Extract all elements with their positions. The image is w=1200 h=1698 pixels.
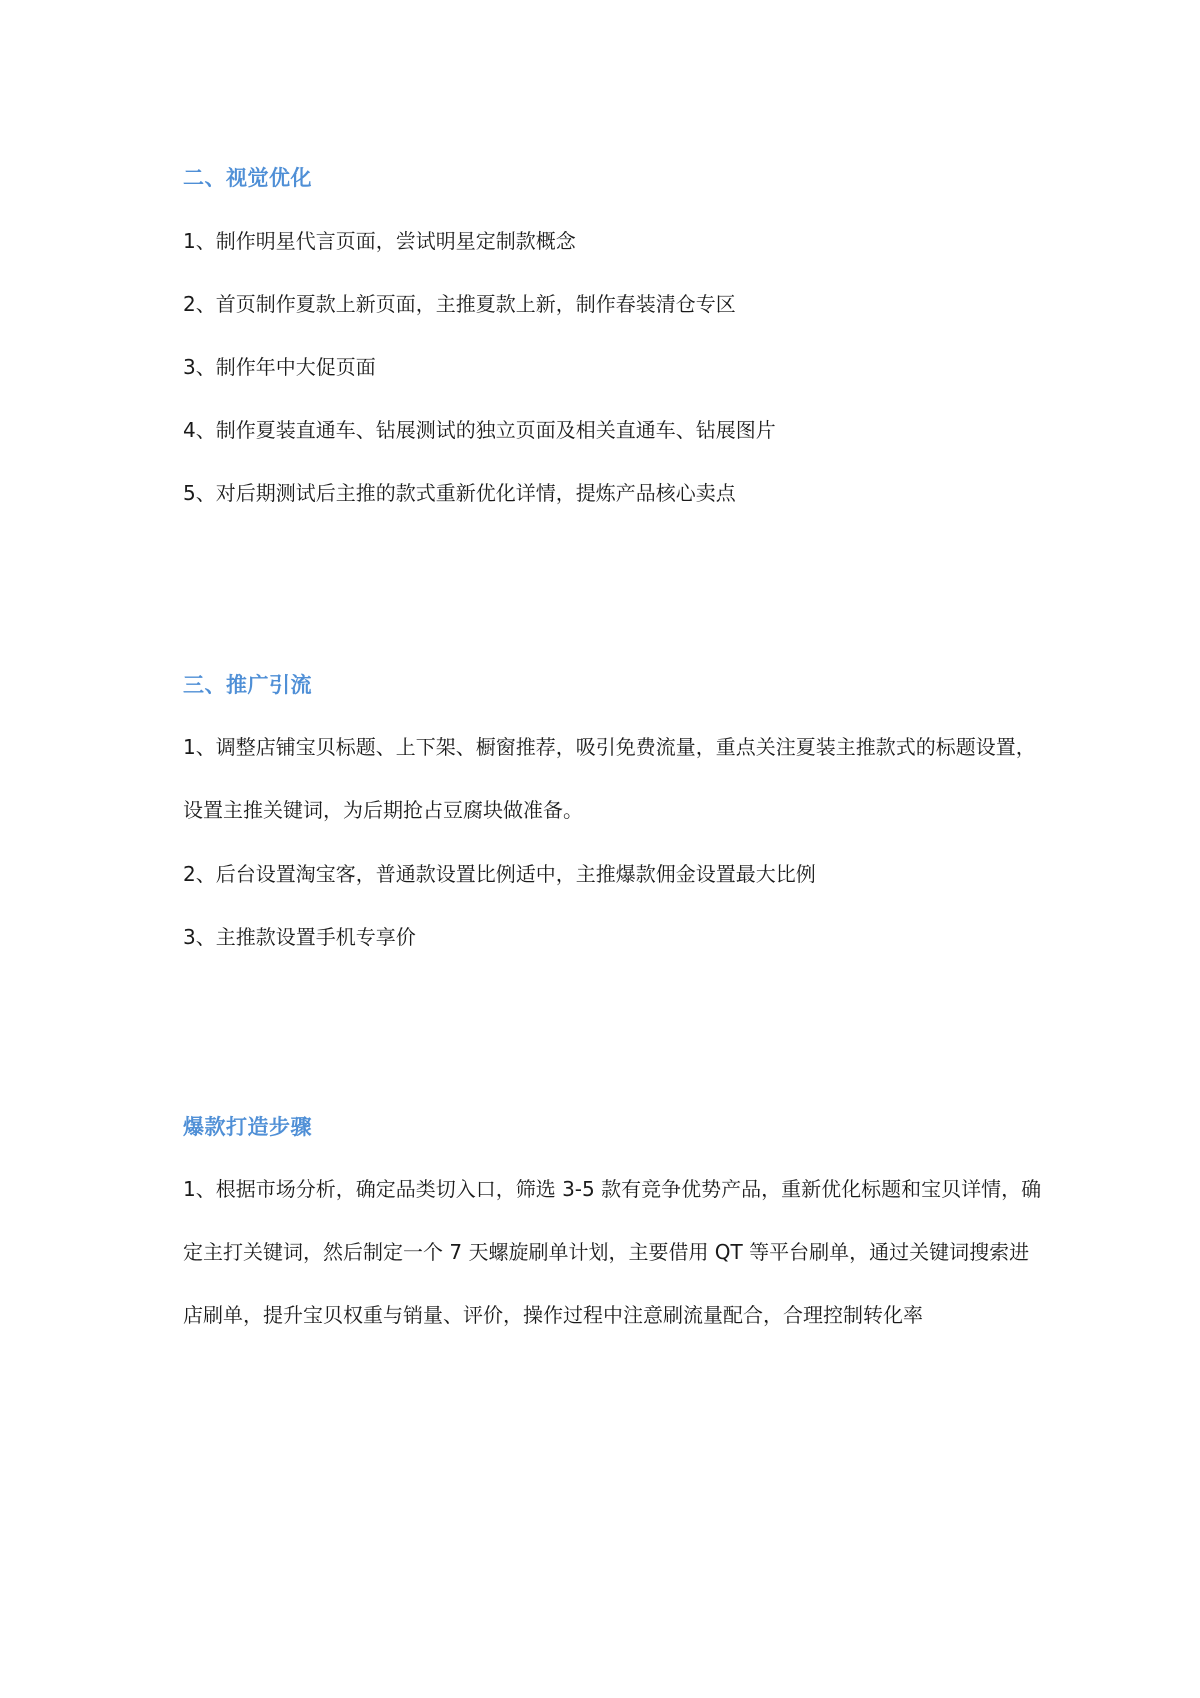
list-item: 2、首页制作夏款上新页面，主推夏款上新，制作春装清仓专区 [183,292,736,316]
list-item: 3、制作年中大促页面 [183,355,376,379]
list-item: 5、对后期测试后主推的款式重新优化详情，提炼产品核心卖点 [183,481,736,505]
section-heading-visual-optimization: 二、视觉优化 [183,166,312,190]
list-item: 1、制作明星代言页面，尝试明星定制款概念 [183,229,576,253]
list-item: 1、调整店铺宝贝标题、上下架、橱窗推荐，吸引免费流量，重点关注夏装主推款式的标题设置，设置主推关键词，为后期抢占豆腐块做准备。 [183,735,1036,822]
list-item: 3、主推款设置手机专享价 [183,925,416,949]
section-heading-hot-product-steps: 爆款打造步骤 [183,1115,312,1139]
list-item: 1、根据市场分析，确定品类切入口，筛选 3-5 款有竞争优势产品，重新优化标题和宝贝详情，确定主打关键词，然后制定一个 7 天螺旋刷单计划，主要借用 QT 等平台刷单，通过关键词搜索进店刷单，提升宝贝权重与销量、评价，操作过程中注意刷流量配合，合理控制转化率 [183,1177,1042,1327]
list-item: 4、制作夏装直通车、钻展测试的独立页面及相关直通车、钻展图片 [183,418,776,442]
section-heading-promotion-traffic: 三、推广引流 [183,673,312,697]
list-item: 2、后台设置淘宝客，普通款设置比例适中，主推爆款佣金设置最大比例 [183,862,816,886]
